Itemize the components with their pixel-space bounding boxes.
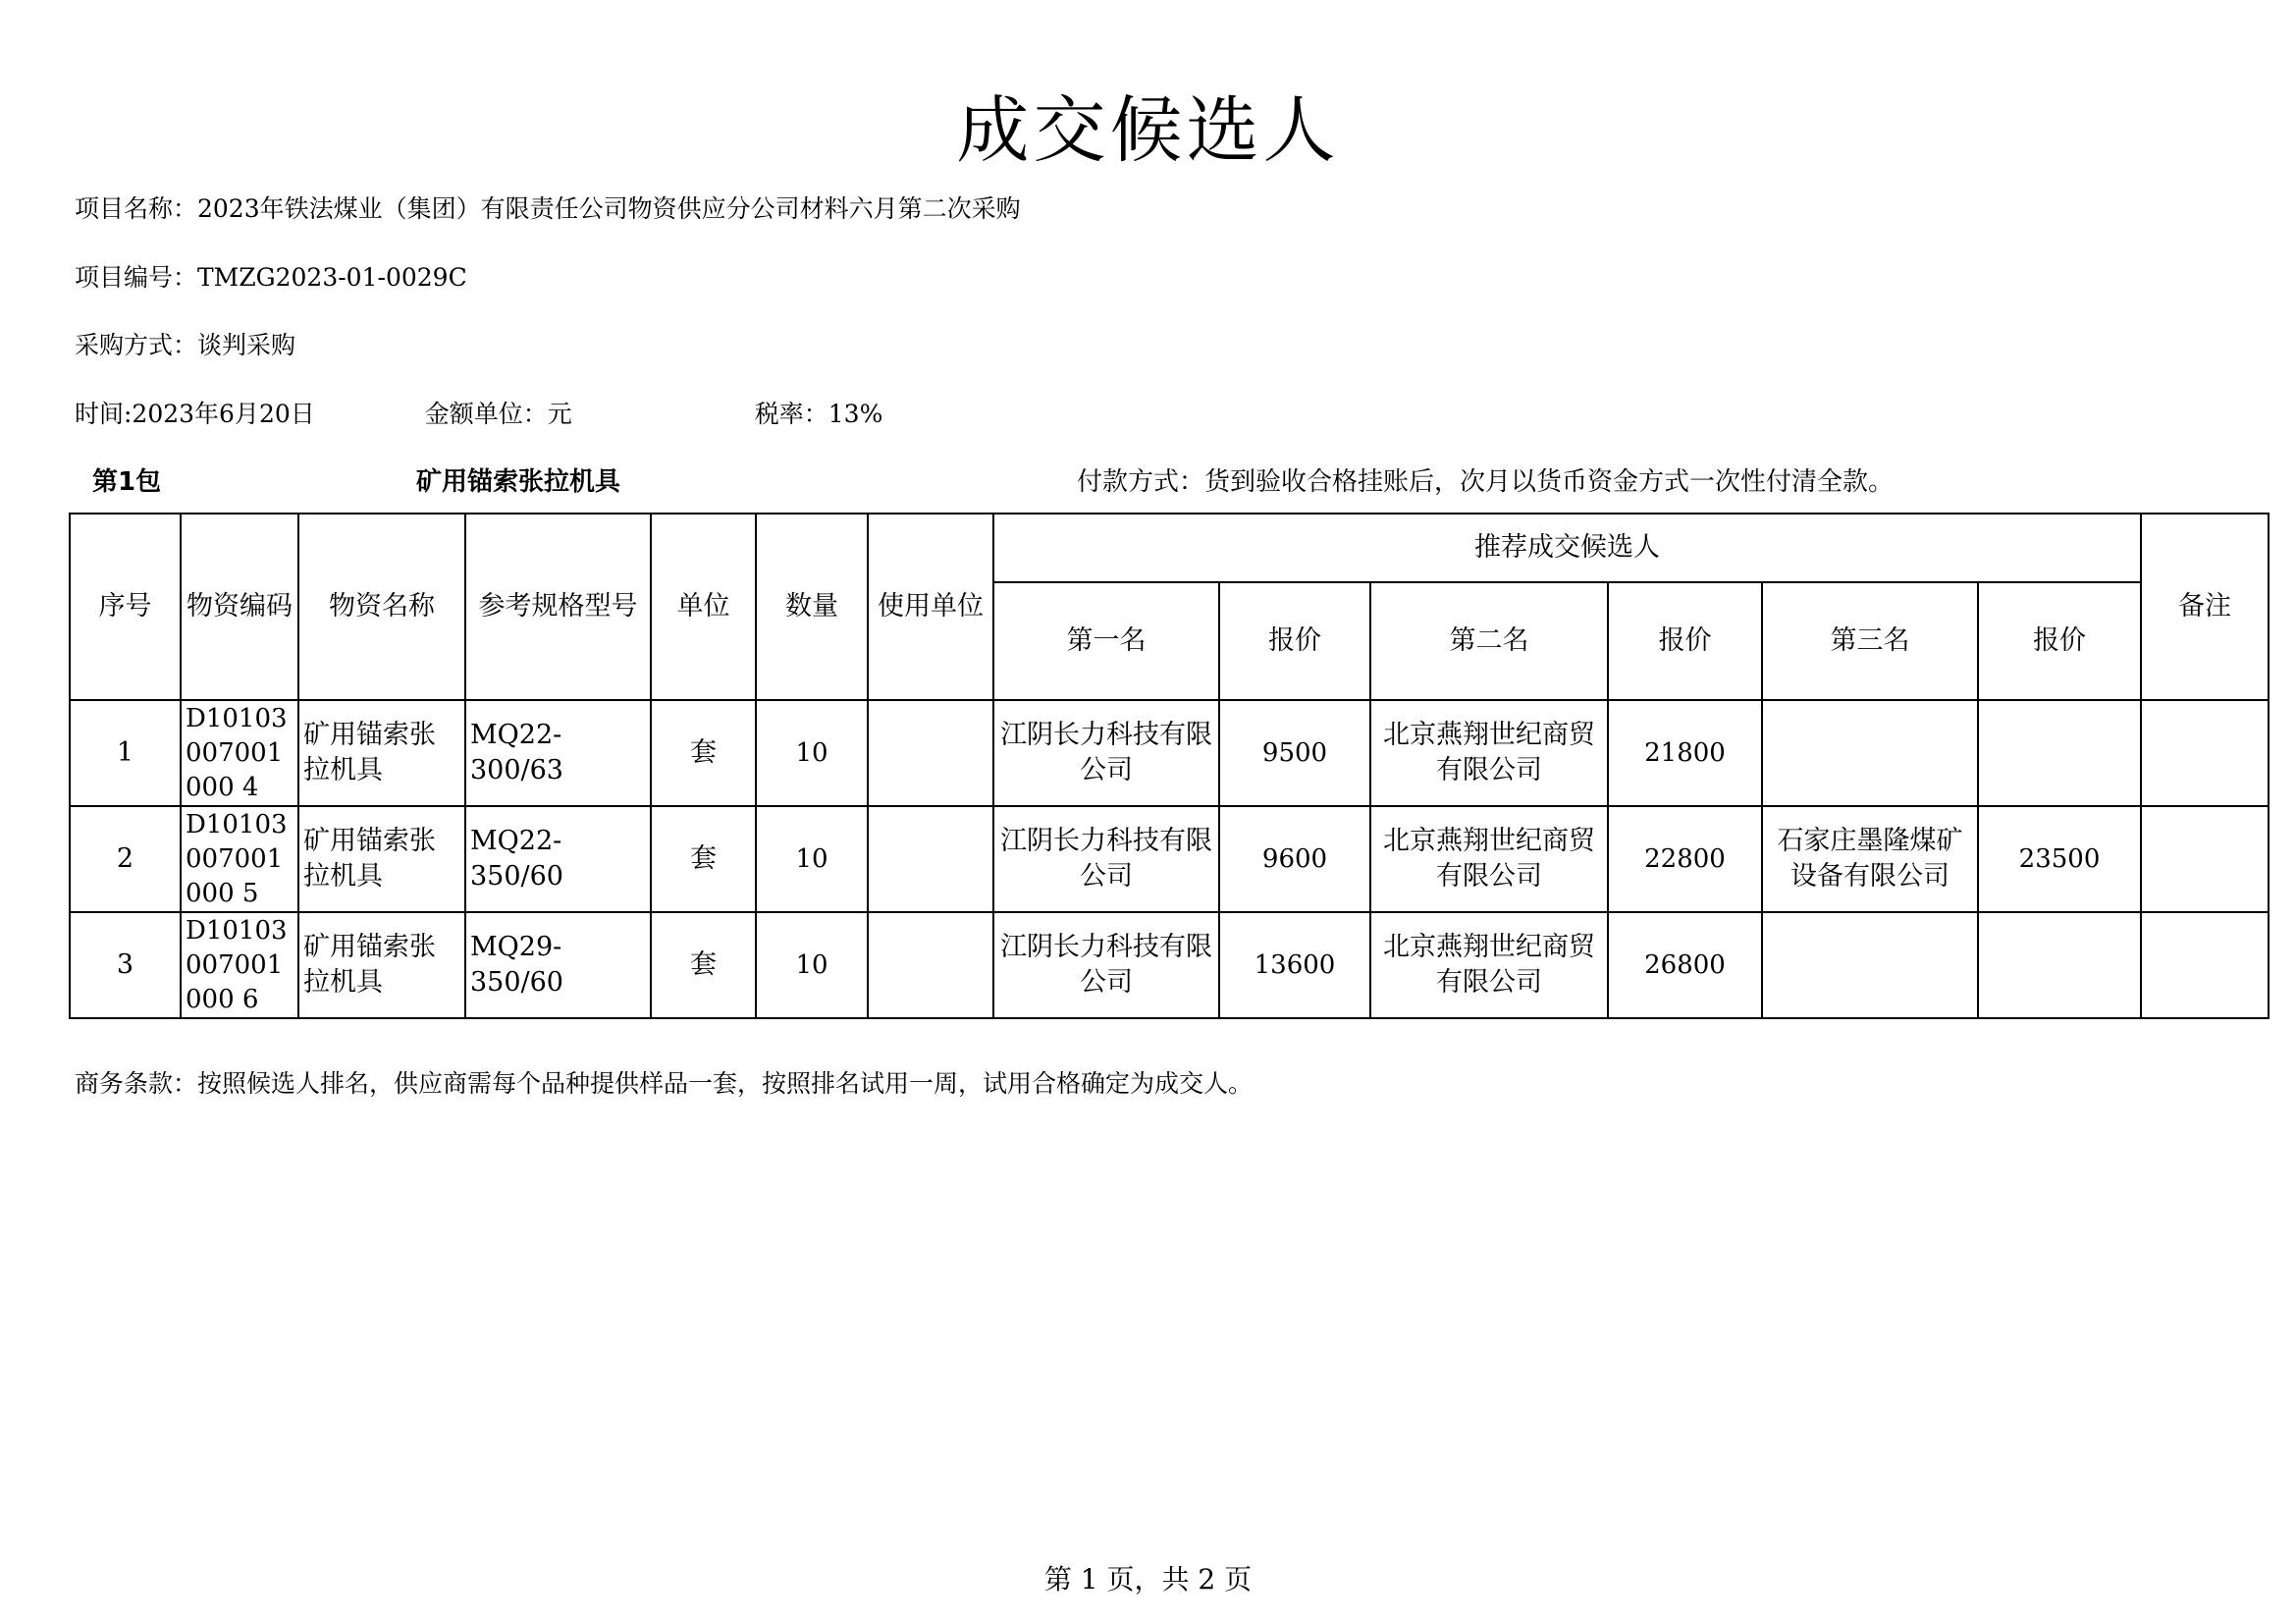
cell-spec: MQ22-300/63 [465,700,651,806]
header-recommended: 推荐成交候选人 [993,514,2141,582]
page-title: 成交候选人 [956,88,1340,173]
header-price3: 报价 [1978,582,2141,700]
cell-seq: 2 [70,806,181,912]
cell-use-unit [868,806,993,912]
cell-price1: 9500 [1219,700,1370,806]
date-text: 时间:2023年6月20日 [75,400,315,428]
cell-remark [2141,912,2269,1018]
cell-second: 北京燕翔世纪商贸有限公司 [1370,700,1608,806]
cell-use-unit [868,912,993,1018]
cell-unit: 套 [651,912,756,1018]
header-spec: 参考规格型号 [465,514,651,700]
cell-first: 江阴长力科技有限公司 [993,806,1219,912]
cell-price3: 23500 [1978,806,2141,912]
business-terms: 商务条款：按照候选人排名，供应商需每个品种提供样品一套，按照排名试用一周，试用合格确定为成交人。 [75,1069,1254,1098]
header-price2: 报价 [1608,582,1762,700]
project-name: 项目名称：2023年铁法煤业（集团）有限责任公司物资供应分公司材料六月第二次采购 [75,194,1021,223]
page-footer: 第 1 页，共 2 页 [1043,1563,1253,1596]
cell-code: D10103007001000 6 [181,912,298,1018]
cell-third [1762,912,1978,1018]
package-label: 第1包 [92,467,162,497]
cell-name: 矿用锚索张拉机具 [298,912,465,1018]
header-first: 第一名 [993,582,1219,700]
cell-name: 矿用锚索张拉机具 [298,806,465,912]
cell-code: D10103007001000 5 [181,806,298,912]
cell-second: 北京燕翔世纪商贸有限公司 [1370,806,1608,912]
cell-use-unit [868,700,993,806]
meta-line [75,398,882,431]
cell-price1: 13600 [1219,912,1370,1018]
package-item: 矿用锚索张拉机具 [416,467,621,497]
cell-name: 矿用锚索张拉机具 [298,700,465,806]
purchase-method: 采购方式：谈判采购 [75,331,296,359]
header-price1: 报价 [1219,582,1370,700]
cell-spec: MQ22-350/60 [465,806,651,912]
header-use-unit: 使用单位 [868,514,993,700]
cell-remark [2141,806,2269,912]
header-third: 第三名 [1762,582,1978,700]
cell-unit: 套 [651,700,756,806]
table-header-row [70,514,2269,582]
cell-price2: 21800 [1608,700,1762,806]
currency-unit: 金额单位：元 [424,400,572,428]
cell-qty: 10 [756,806,868,912]
cell-price3 [1978,912,2141,1018]
cell-seq: 3 [70,912,181,1018]
header-code: 物资编码 [181,514,298,700]
header-seq: 序号 [70,514,181,700]
cell-spec: MQ29-350/60 [465,912,651,1018]
cell-unit: 套 [651,806,756,912]
cell-price1: 9600 [1219,806,1370,912]
candidate-table [69,513,2269,1019]
cell-second: 北京燕翔世纪商贸有限公司 [1370,912,1608,1018]
header-name: 物资名称 [298,514,465,700]
cell-first: 江阴长力科技有限公司 [993,912,1219,1018]
cell-price3 [1978,700,2141,806]
cell-third [1762,700,1978,806]
cell-third: 石家庄墨隆煤矿设备有限公司 [1762,806,1978,912]
header-remark: 备注 [2141,514,2269,700]
payment-terms: 付款方式：货到验收合格挂账后，次月以货币资金方式一次性付清全款。 [1077,467,1895,497]
cell-code: D10103007001000 4 [181,700,298,806]
cell-seq: 1 [70,700,181,806]
header-unit: 单位 [651,514,756,700]
cell-price2: 26800 [1608,912,1762,1018]
cell-qty: 10 [756,912,868,1018]
table-row [70,806,2269,912]
table-row [70,912,2269,1018]
tax-rate: 税率：13% [754,400,883,428]
header-second: 第二名 [1370,582,1608,700]
cell-remark [2141,700,2269,806]
header-qty: 数量 [756,514,868,700]
project-number: 项目编号：TMZG2023-01-0029C [75,263,467,292]
cell-first: 江阴长力科技有限公司 [993,700,1219,806]
cell-qty: 10 [756,700,868,806]
cell-price2: 22800 [1608,806,1762,912]
table-row [70,700,2269,806]
